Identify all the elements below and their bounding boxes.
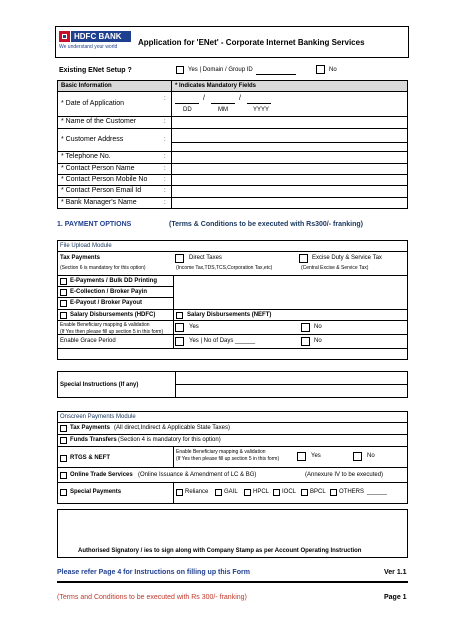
footer-terms: (Terms and Conditions to be executed with Rs 300/- franking) <box>57 594 247 601</box>
field-colon: : <box>164 200 166 206</box>
field-colon: : <box>164 154 166 160</box>
field-colon: : <box>164 188 166 194</box>
logo-text-block <box>71 31 131 42</box>
row-line <box>58 185 407 186</box>
fu-beneficiary-yes-checkbox[interactable] <box>175 323 184 332</box>
fu-epayments-checkbox[interactable] <box>60 278 67 285</box>
fu-epayout-label: E-Payout / Broker Payout <box>70 300 143 306</box>
fu-beneficiary-yes-label: Yes <box>189 324 199 330</box>
customer-address-label: * Customer Address <box>61 136 124 143</box>
existing-yes-checkbox[interactable] <box>176 66 184 74</box>
basic-info-header <box>58 81 407 92</box>
os-special-label: Special Payments <box>70 489 122 495</box>
os-bpcl-checkbox[interactable] <box>301 489 308 496</box>
row-line <box>58 275 407 276</box>
os-others-label: OTHERS <box>339 489 365 495</box>
os-gail-label: GAIL <box>224 489 238 495</box>
fu-ecollection-label: E-Collection / Broker Payin <box>70 289 148 295</box>
os-beneficiary-yes-checkbox[interactable] <box>297 452 306 461</box>
col-divider <box>173 309 174 320</box>
date-yyyy-line[interactable] <box>247 103 271 104</box>
os-iocl-label: IOCL <box>282 489 297 495</box>
os-funds-checkbox[interactable] <box>60 437 67 444</box>
file-upload-module <box>57 240 408 360</box>
os-beneficiary-label: Enable Beneficiary mapping & validation <box>176 449 266 455</box>
os-tax-checkbox[interactable] <box>60 425 67 432</box>
os-trade-note: (Online Issuance & Amendment of LC & BG) <box>138 472 257 478</box>
onscreen-module <box>57 411 408 504</box>
special-instructions-field[interactable] <box>176 372 407 397</box>
logo-mark-icon <box>59 31 70 42</box>
os-rtgs-label: RTGS & NEFT <box>70 455 110 461</box>
row-line <box>58 163 407 164</box>
fu-tax-payments-label: Tax Payments <box>60 255 100 261</box>
col-line <box>58 286 173 287</box>
os-bpcl-label: BPCL <box>310 489 326 495</box>
fu-salary-neft-checkbox[interactable] <box>176 312 183 319</box>
col-divider <box>173 275 174 309</box>
refer-instructions: Please refer Page 4 for Instructions on filling up this Form <box>57 569 250 576</box>
basic-info-table <box>57 80 408 209</box>
existing-yes-label: Yes | Domain / Group ID <box>188 67 253 73</box>
field-colon: : <box>164 137 166 143</box>
address-mid-line <box>171 142 407 143</box>
payment-options-heading: 1. PAYMENT OPTIONS <box>57 221 132 228</box>
row-line <box>58 334 407 335</box>
os-reliance-label: Reliance <box>185 489 209 495</box>
row-line <box>58 348 407 349</box>
fu-grace-no-label: No <box>314 338 322 344</box>
column-divider <box>171 81 172 208</box>
contact-email-label: * Contact Person Email Id <box>61 187 142 194</box>
row-line <box>58 446 407 447</box>
os-funds-note: (Section 4 is mandatory for this option) <box>118 437 221 443</box>
date-dd-line[interactable] <box>175 103 199 104</box>
signatory-text: Authorised Signatory / ies to sign along with Company Stamp as per Account Operating Instruction <box>78 548 362 554</box>
fu-beneficiary-no-label: No <box>314 324 322 330</box>
onscreen-heading: Onscreen Payments Module <box>60 414 136 420</box>
file-upload-header <box>58 241 407 252</box>
fu-grace-no-checkbox[interactable] <box>301 337 310 346</box>
fu-beneficiary-no-checkbox[interactable] <box>301 323 310 332</box>
fu-excise-note: (Central Excise & Service Tax) <box>301 265 369 271</box>
fu-salary-hdfc-label: Salary Disbursements (HDFC) <box>70 312 156 318</box>
footer-divider <box>57 581 408 583</box>
hdfc-logo <box>59 30 131 54</box>
row-line <box>58 116 407 117</box>
fu-ecollection-checkbox[interactable] <box>60 289 67 296</box>
header-bar <box>55 26 409 58</box>
os-funds-label: Funds Transfers <box>70 437 117 443</box>
col-line <box>58 297 173 298</box>
row-line <box>58 174 407 175</box>
field-colon: : <box>164 166 166 172</box>
os-tax-note: (All direct,Indirect & Applicable State Taxes) <box>114 425 230 431</box>
telephone-label: * Telephone No. <box>61 153 111 160</box>
fu-salary-neft-label: Salary Disbursements (NEFT) <box>187 312 272 318</box>
date-colon: : <box>164 96 166 102</box>
fu-direct-taxes-label: Direct Taxes <box>189 255 222 261</box>
special-instructions-label: Special Instructions (If any) <box>60 382 139 388</box>
os-trade-label: Online Trade Services <box>70 472 133 478</box>
os-tax-label: Tax Payments <box>70 425 110 431</box>
fu-tax-note: (Section 6 is mandatory for this option) <box>60 265 146 271</box>
row-line <box>58 467 407 468</box>
existing-no-label: No <box>329 67 337 73</box>
row-line <box>58 309 407 310</box>
os-beneficiary-yes-label: Yes <box>311 453 321 459</box>
fu-beneficiary-label: Enable Beneficiary mapping & validation <box>60 322 150 328</box>
page-number: Page 1 <box>384 594 407 601</box>
row-line <box>58 128 407 129</box>
date-label: * Date of Application <box>61 100 125 107</box>
fu-grace-yes-checkbox[interactable] <box>175 337 184 346</box>
existing-setup-label: Existing ENet Setup ? <box>59 67 132 74</box>
os-beneficiary-no-checkbox[interactable] <box>353 452 362 461</box>
os-beneficiary-no-label: No <box>367 453 375 459</box>
group-id-underline <box>256 74 296 75</box>
page-title: Application for 'ENet' - Corporate Internet Banking Services <box>138 38 365 47</box>
version-label: Ver 1.1 <box>384 569 407 576</box>
row-line <box>58 197 407 198</box>
fu-grace-label: Enable Grace Period <box>60 338 116 344</box>
logo-tagline: We understand your world <box>59 44 118 50</box>
signatory-field[interactable] <box>58 510 407 544</box>
os-hpcl-checkbox[interactable] <box>244 489 251 496</box>
fu-salary-hdfc-checkbox[interactable] <box>60 312 67 319</box>
row-line <box>58 151 407 152</box>
col-divider <box>173 334 174 348</box>
os-others-checkbox[interactable] <box>330 489 337 496</box>
os-rtgs-checkbox[interactable] <box>60 455 67 462</box>
os-special-checkbox[interactable] <box>60 489 67 496</box>
os-hpcl-label: HPCL <box>253 489 270 495</box>
fu-excise-checkbox[interactable] <box>299 254 308 263</box>
date-mm-line[interactable] <box>211 103 235 104</box>
yyyy-label: YYYY <box>253 107 270 113</box>
fu-grace-yes-label: Yes | No of Days ______ <box>189 338 256 344</box>
date-slash-2: / <box>239 95 241 102</box>
signatory-box <box>57 509 408 558</box>
payment-terms: (Terms & Conditions to be executed with Rs300/- franking) <box>169 221 363 228</box>
file-upload-heading: File Upload Module <box>60 243 112 249</box>
col-divider <box>173 482 174 503</box>
row-line <box>58 320 407 321</box>
os-trade-checkbox[interactable] <box>60 472 67 479</box>
fu-beneficiary-note: (If Yes then please fill up section 5 in this form) <box>60 329 164 335</box>
fu-direct-taxes-checkbox[interactable] <box>175 254 184 263</box>
date-slash-1: / <box>203 95 205 102</box>
fu-epayout-checkbox[interactable] <box>60 300 67 307</box>
fu-direct-taxes-note: (Income Tax,TDS,TCS,Corporation Tax,etc) <box>176 265 273 271</box>
contact-mobile-label: * Contact Person Mobile No <box>61 176 148 183</box>
field-colon: : <box>164 177 166 183</box>
os-gail-checkbox[interactable] <box>215 489 222 496</box>
col-divider <box>173 446 174 467</box>
dd-label: DD <box>183 107 192 113</box>
mm-label: MM <box>218 107 228 113</box>
field-colon: : <box>164 119 166 125</box>
row-line <box>58 434 407 435</box>
os-reliance-checkbox[interactable] <box>176 489 183 496</box>
onscreen-header <box>58 412 407 423</box>
row-line <box>58 482 407 483</box>
existing-no-checkbox[interactable] <box>316 65 325 74</box>
os-beneficiary-note: (If Yes then please fill up section 5 in this form) <box>176 456 280 462</box>
logo-text: HDFC BANK <box>74 32 122 41</box>
contact-name-label: * Contact Person Name <box>61 165 135 172</box>
basic-info-heading: Basic Information <box>61 83 112 89</box>
mandatory-note: * Indicates Mandatory Fields <box>175 83 257 89</box>
os-iocl-checkbox[interactable] <box>273 489 280 496</box>
os-annexure-note: (Annexure IV to be executed) <box>305 472 384 478</box>
special-instructions-box <box>57 371 408 398</box>
col-divider <box>173 320 174 334</box>
bank-manager-label: * Bank Manager's Name <box>61 199 137 206</box>
customer-name-label: * Name of the Customer <box>61 118 137 125</box>
fu-excise-label: Excise Duty & Service Tax <box>312 255 382 261</box>
os-others-line[interactable]: ______ <box>367 489 388 495</box>
fu-epayments-label: E-Payments / Bulk DD Printing <box>70 278 158 284</box>
